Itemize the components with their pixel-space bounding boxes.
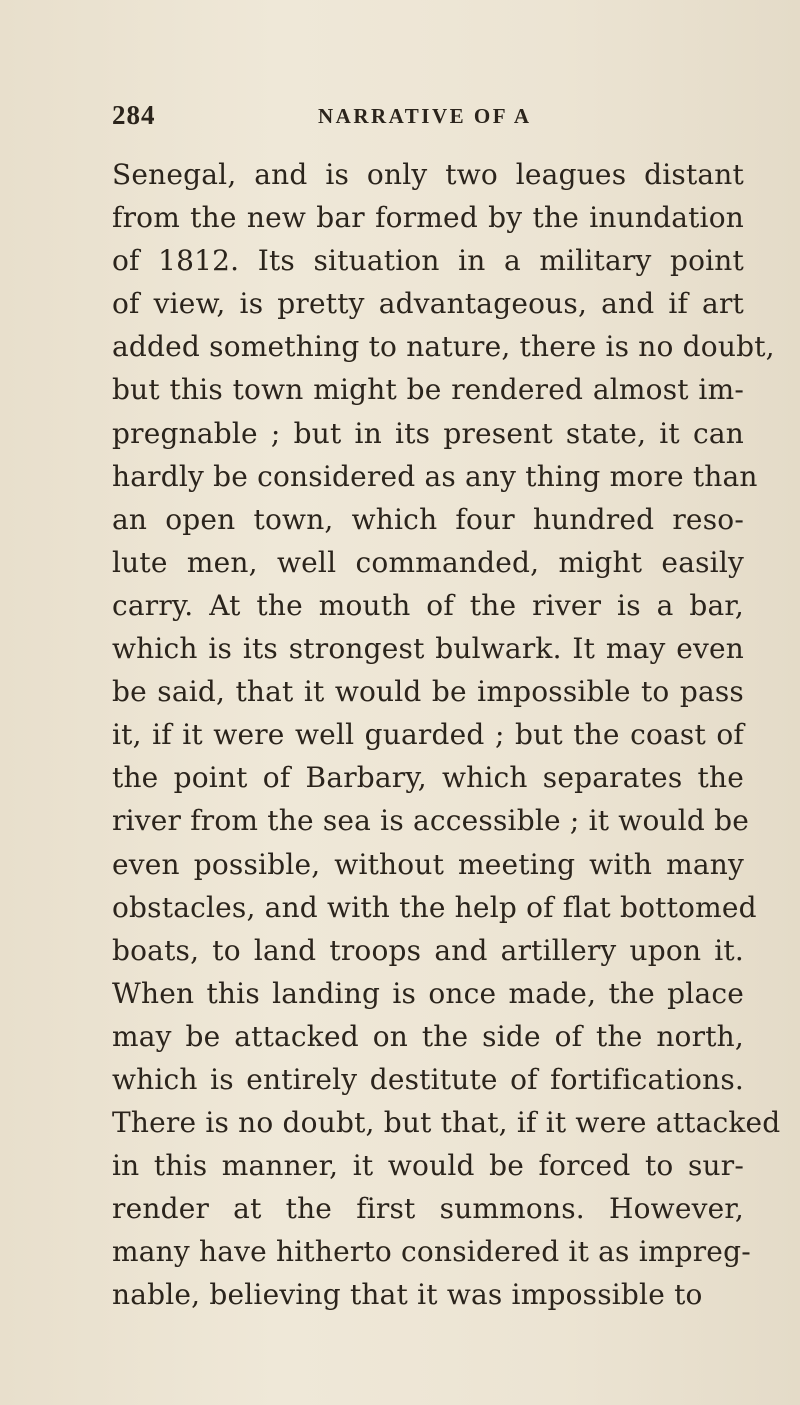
text-line: lute men, well commanded, might easily: [112, 545, 744, 579]
text-line: When this landing is once made, the place: [112, 976, 744, 1010]
text-line: which is entirely destitute of fortifications.: [112, 1062, 744, 1096]
body-text: [112, 153, 781, 1317]
text-line: of 1812. Its situation in a military point: [112, 244, 744, 278]
text-line: boats, to land troops and artillery upon it.: [112, 933, 744, 967]
text-line: pregnable ; but in its present state, it can: [112, 416, 744, 450]
text-line: There is no doubt, but that, if it were attacked: [112, 1106, 781, 1140]
text-line: render at the first summons. However,: [112, 1192, 744, 1226]
text-line: an open town, which four hundred reso-: [112, 502, 744, 536]
text-line: carry. At the mouth of the river is a bar,: [112, 588, 744, 622]
text-line: Senegal, and is only two leagues distant: [112, 158, 744, 191]
text-line: river from the sea is accessible ; it would be: [112, 804, 750, 838]
text-line: may be attacked on the side of the north,: [112, 1019, 744, 1053]
text-line: from the new bar formed by the inundation: [112, 201, 744, 235]
text-line: but this town might be rendered almost im-: [112, 373, 744, 407]
text-line: in this manner, it would be forced to sur-: [112, 1149, 744, 1183]
text-line: even possible, without meeting with many: [112, 847, 744, 881]
page-number: 284: [112, 100, 156, 130]
text-line: which is its strongest bulwark. It may even: [112, 632, 744, 666]
text-line: obstacles, and with the help of flat bottomed: [112, 890, 757, 924]
text-line: be said, that it would be impossible to pass: [112, 675, 744, 709]
text-line: the point of Barbary, which separates the: [112, 761, 744, 795]
text-line: nable, believing that it was impossible to: [112, 1278, 703, 1312]
text-line: added something to nature, there is no doubt,: [112, 330, 775, 364]
text-line: many have hitherto considered it as impreg-: [112, 1235, 751, 1269]
text-line: of view, is pretty advantageous, and if art: [112, 287, 744, 321]
running-title: NARRATIVE OF A: [318, 104, 532, 128]
text-line: hardly be considered as any thing more than: [112, 459, 758, 493]
text-line: it, if it were well guarded ; but the coast of: [112, 718, 744, 752]
running-head: [112, 100, 712, 136]
